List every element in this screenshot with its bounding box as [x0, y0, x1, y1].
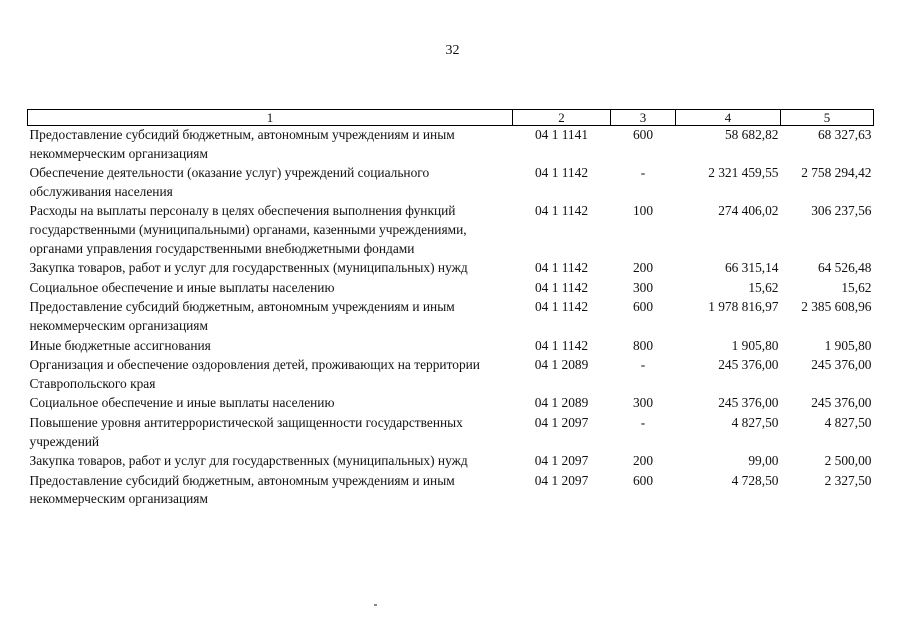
row-code: 04 1 2097: [534, 453, 589, 469]
row-code: 04 1 2097: [534, 472, 589, 488]
budget-table: [27, 109, 874, 510]
row-amount-col5: 64 526,48: [817, 260, 872, 276]
row-name: Закупка товаров, работ и услуг для государственных (муниципальных) нужд: [29, 453, 468, 469]
row-amount-col4: 1 905,80: [731, 337, 779, 353]
row-expense-type: 800: [632, 337, 654, 353]
table-row: [28, 414, 874, 452]
row-code: 04 1 1142: [534, 165, 589, 181]
row-code: 04 1 1142: [534, 337, 589, 353]
row-expense-type: 600: [632, 127, 654, 142]
row-amount-col4: 99,00: [748, 453, 779, 469]
row-amount-col5: 2 500,00: [824, 453, 872, 469]
row-amount-col4: 245 376,00: [718, 395, 779, 411]
row-code: 04 1 1142: [534, 203, 589, 219]
row-amount-col5: 2 385 608,96: [801, 299, 872, 315]
row-expense-type: -: [640, 165, 646, 181]
row-name: Организация и обеспечение оздоровления детей, проживающих на территории Ставропольского края: [29, 357, 480, 391]
row-code: 04 1 2089: [534, 357, 589, 373]
row-code: 04 1 1142: [534, 260, 589, 276]
table-row: [28, 279, 874, 299]
row-name: Обеспечение деятельности (оказание услуг) учреждений социального обслуживания населения: [29, 165, 430, 199]
header-row: [28, 110, 874, 126]
row-amount-col4: 58 682,82: [724, 127, 779, 142]
row-amount-col5: 2 758 294,42: [801, 165, 872, 181]
row-amount-col5: 2 327,50: [824, 472, 872, 488]
row-amount-col5: 4 827,50: [824, 414, 872, 430]
row-name: Расходы на выплаты персоналу в целях обеспечения выполнения функций государственными (муниципальными) органами, казенными учреждениями, органами управления государственными внебюджетными фондами: [29, 203, 467, 256]
table-row: [28, 452, 874, 472]
table-row: [28, 356, 874, 394]
row-code: 04 1 2097: [534, 414, 589, 430]
row-amount-col4: 4 728,50: [731, 472, 779, 488]
row-expense-type: 200: [632, 260, 654, 276]
row-expense-type: -: [640, 357, 646, 373]
row-code: 04 1 1142: [534, 299, 589, 315]
table-row: [28, 394, 874, 414]
row-amount-col4: 274 406,02: [718, 203, 779, 219]
row-amount-col4: 1 978 816,97: [708, 299, 779, 315]
row-expense-type: 100: [632, 203, 654, 219]
column-header-5: 5: [781, 110, 874, 126]
row-amount-col5: 306 237,56: [811, 203, 872, 219]
row-expense-type: 300: [632, 395, 654, 411]
row-expense-type: 300: [632, 279, 654, 295]
row-code: 04 1 2089: [534, 395, 589, 411]
table-row: [28, 472, 874, 510]
column-header-3: 3: [611, 110, 676, 126]
row-expense-type: -: [640, 414, 646, 430]
row-amount-col5: 15,62: [841, 279, 872, 295]
row-amount-col5: 68 327,63: [817, 127, 872, 142]
row-name: Иные бюджетные ассигнования: [29, 337, 211, 353]
row-name: Предоставление субсидий бюджетным, автономным учреждениям и иным некоммерческим организациям: [29, 127, 455, 161]
table-row: [28, 298, 874, 336]
row-amount-col4: 66 315,14: [724, 260, 779, 276]
column-header-2: 2: [513, 110, 611, 126]
row-amount-col4: 2 321 459,55: [708, 165, 779, 181]
row-amount-col4: 15,62: [748, 279, 779, 295]
table-row: [28, 202, 874, 259]
row-expense-type: 600: [632, 472, 654, 488]
column-header-4: 4: [676, 110, 781, 126]
row-name: Социальное обеспечение и иные выплаты населению: [29, 279, 335, 295]
row-code: 04 1 1141: [534, 127, 589, 142]
row-amount-col5: 245 376,00: [811, 357, 872, 373]
column-header-1: 1: [28, 110, 513, 126]
table-row: [28, 259, 874, 279]
row-expense-type: 600: [632, 299, 654, 315]
row-amount-col4: 4 827,50: [731, 414, 779, 430]
table-row: [28, 164, 874, 202]
row-name: Закупка товаров, работ и услуг для государственных (муниципальных) нужд: [29, 260, 468, 276]
row-name: Повышение уровня антитеррористической защищенности государственных учреждений: [29, 414, 463, 449]
row-name: Предоставление субсидий бюджетным, автономным учреждениям и иным некоммерческим организациям: [29, 299, 455, 333]
table-row: [28, 337, 874, 357]
row-code: 04 1 1142: [534, 279, 589, 295]
page-number: 32: [445, 43, 460, 58]
row-expense-type: 200: [632, 453, 654, 469]
row-amount-col5: 245 376,00: [811, 395, 872, 411]
row-name: Социальное обеспечение и иные выплаты населению: [29, 395, 335, 411]
row-amount-col5: 1 905,80: [824, 337, 872, 353]
row-amount-col4: 245 376,00: [718, 357, 779, 373]
scan-speck: [374, 604, 377, 606]
table-row: [28, 126, 874, 165]
row-name: Предоставление субсидий бюджетным, автономным учреждениям и иным некоммерческим организациям: [29, 472, 455, 507]
